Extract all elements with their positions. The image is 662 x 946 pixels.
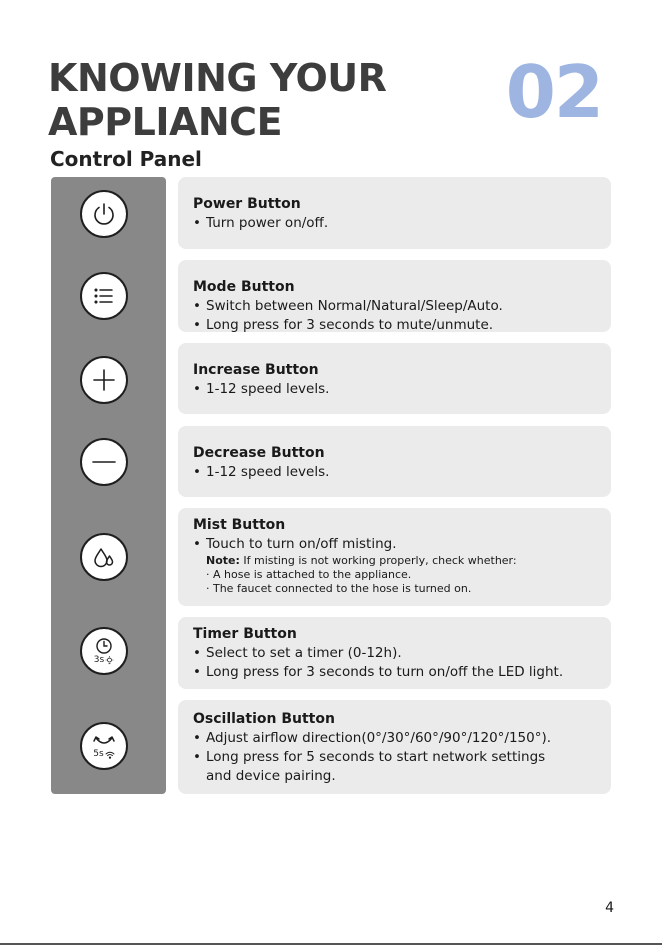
- oscillation-hold-label: 5s: [93, 749, 104, 759]
- card-line: • Long press for 5 seconds to start network settings: [193, 749, 546, 765]
- card-line-text: 1-12 speed levels.: [206, 381, 330, 397]
- card-title: Mode Button: [193, 279, 295, 295]
- mist-button-card: [178, 508, 611, 606]
- bottom-rule: [0, 943, 662, 945]
- card-line-text: Turn power on/off.: [206, 215, 329, 231]
- card-line-continuation: and device pairing.: [206, 768, 336, 784]
- card-line-text: Adjust airflow direction(0°/30°/60°/90°/120°/150°).: [206, 730, 552, 746]
- timer-clock-icon: [95, 637, 113, 655]
- chapter-number: 02: [505, 50, 602, 134]
- oscillation-button-graphic: [80, 722, 128, 770]
- mist-note: [193, 554, 597, 568]
- card-title: Oscillation Button: [193, 711, 335, 727]
- card-line-text: Long press for 3 seconds to mute/unmute.: [206, 317, 494, 333]
- card-line: • Adjust airflow direction(0°/30°/60°/90°/120°/150°).: [193, 730, 552, 746]
- mode-button-card: [178, 260, 611, 332]
- card-line-text: Long press for 5 seconds to start network settings: [206, 749, 546, 765]
- mist-note-item: · A hose is attached to the appliance.: [206, 568, 412, 581]
- card-line-text: Touch to turn on/off misting.: [206, 536, 397, 552]
- page-heading: [48, 56, 386, 144]
- wifi-icon: [105, 751, 115, 759]
- plus-icon: [91, 367, 117, 393]
- power-button-graphic: [80, 190, 128, 238]
- card-title: Power Button: [193, 196, 301, 212]
- mode-list-icon: [91, 283, 117, 309]
- card-title: Decrease Button: [193, 445, 325, 461]
- card-line: • Touch to turn on/off misting.: [193, 536, 397, 552]
- mist-button-graphic: [80, 533, 128, 581]
- card-line: • Select to set a timer (0-12h).: [193, 645, 402, 661]
- oscillation-sub: [93, 750, 114, 759]
- mist-note-item: · The faucet connected to the hose is turned on.: [206, 582, 472, 595]
- mist-drops-icon: [91, 544, 117, 570]
- card-line: • Long press for 3 seconds to mute/unmute.: [193, 317, 494, 333]
- card-line: • 1-12 speed levels.: [193, 381, 330, 397]
- card-line-text: 1-12 speed levels.: [206, 464, 330, 480]
- power-button-card: [178, 177, 611, 249]
- page-number: 4: [605, 900, 614, 916]
- timer-hold-label: 3s: [93, 655, 105, 665]
- card-title: Timer Button: [193, 626, 297, 642]
- oscillation-button-card: [178, 700, 611, 794]
- section-title: Control Panel: [50, 147, 202, 171]
- card-line: • Switch between Normal/Natural/Sleep/Auto.: [193, 298, 503, 314]
- light-bulb-icon: [105, 656, 114, 665]
- oscillation-arrow-icon: [92, 733, 116, 749]
- timer-button-graphic: [80, 627, 128, 675]
- card-line: • Long press for 3 seconds to turn on/off the LED light.: [193, 664, 564, 680]
- note-label: Note:: [206, 554, 240, 567]
- card-line-text: Select to set a timer (0-12h).: [206, 645, 402, 661]
- card-line: • Turn power on/off.: [193, 215, 329, 231]
- timer-sub: [94, 656, 114, 665]
- increase-button-card: [178, 343, 611, 414]
- mode-button-graphic: [80, 272, 128, 320]
- timer-button-card: [178, 617, 611, 689]
- card-line: • 1-12 speed levels.: [193, 464, 330, 480]
- heading-line-1: KNOWING YOUR: [48, 56, 387, 100]
- decrease-button-graphic: [80, 438, 128, 486]
- power-icon: [91, 201, 117, 227]
- note-text: If misting is not working properly, check whether:: [243, 554, 517, 567]
- minus-icon: [90, 449, 118, 475]
- card-title: Increase Button: [193, 362, 319, 378]
- card-line-text: Switch between Normal/Natural/Sleep/Auto.: [206, 298, 503, 314]
- card-title: Mist Button: [193, 517, 286, 533]
- decrease-button-card: [178, 426, 611, 497]
- increase-button-graphic: [80, 356, 128, 404]
- card-line-text: Long press for 3 seconds to turn on/off the LED light.: [206, 664, 564, 680]
- heading-line-2: APPLIANCE: [48, 100, 283, 144]
